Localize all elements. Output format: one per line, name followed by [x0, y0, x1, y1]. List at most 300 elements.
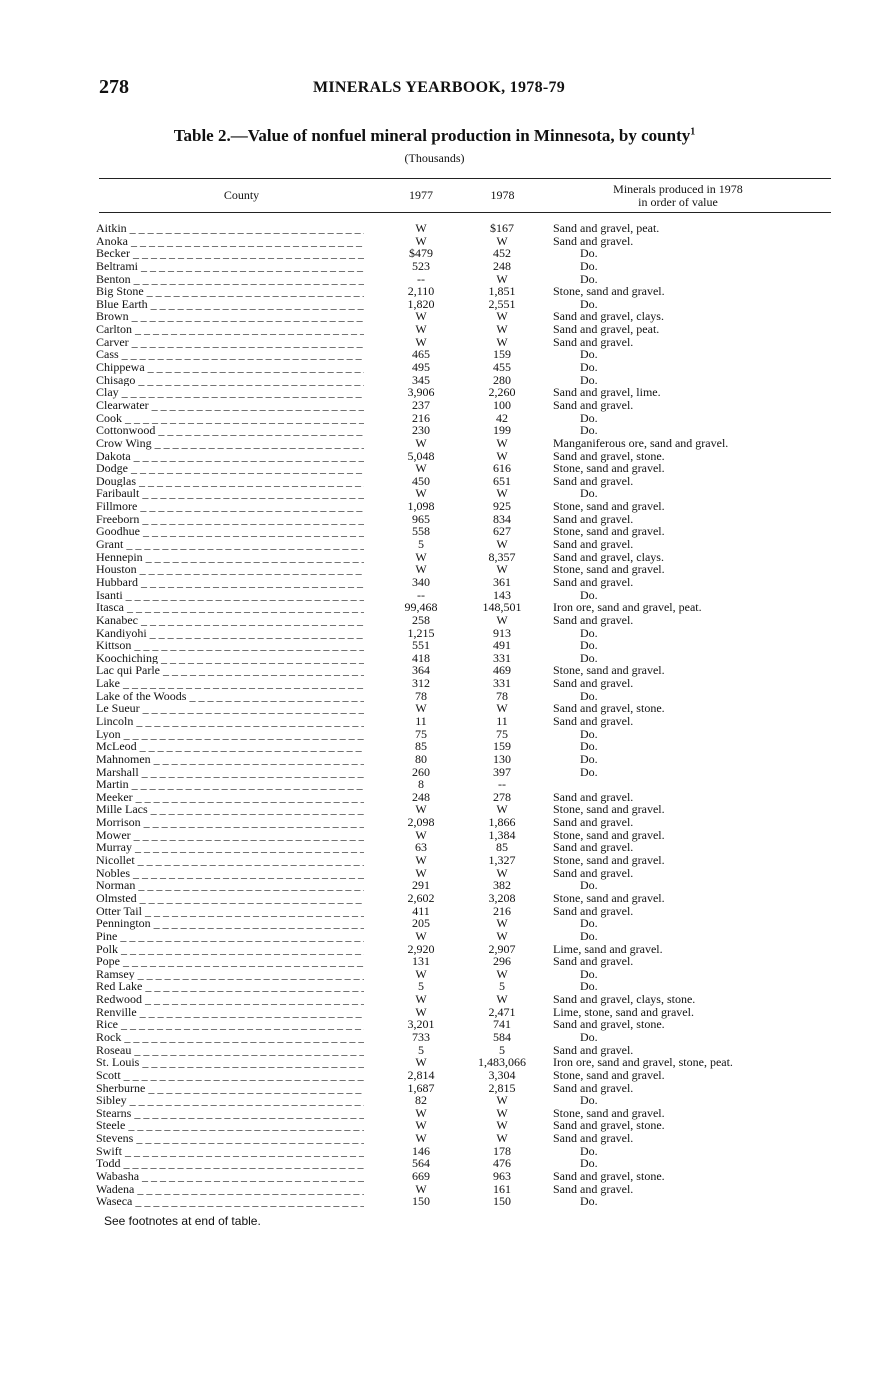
- value-1977-cell: 733: [412, 1030, 430, 1044]
- county-cell: Nicollet _ _ _: [96, 854, 364, 867]
- value-1978-cell: W: [496, 233, 508, 248]
- minerals-cell: Do.: [580, 1156, 598, 1171]
- minerals-cell: Do.: [580, 271, 598, 286]
- minerals-cell: Sand and gravel.: [553, 815, 634, 830]
- minerals-cell: Do.: [580, 739, 598, 754]
- value-1977-cell: W: [415, 233, 427, 248]
- table-row: [0, 601, 869, 614]
- value-1977-cell: 465: [412, 347, 430, 362]
- table-row: [0, 943, 869, 956]
- value-1978-cell: W: [496, 966, 508, 981]
- value-1978-cell: W: [496, 916, 508, 931]
- minerals-cell: Sand and gravel.: [553, 397, 634, 412]
- county-cell: Stearns _ _ _: [96, 1107, 364, 1120]
- value-1977-cell: 2,602: [407, 890, 435, 905]
- table-row: [0, 879, 869, 892]
- minerals-cell: Sand and gravel.: [553, 1080, 634, 1095]
- minerals-cell: Sand and gravel, clays.: [553, 309, 664, 324]
- minerals-cell: Sand and gravel.: [553, 903, 634, 918]
- value-1977-cell: W: [415, 928, 427, 943]
- value-1977-cell: W: [415, 1181, 427, 1196]
- minerals-cell: Do.: [580, 966, 598, 981]
- minerals-cell: Stone, sand and gravel.: [553, 663, 665, 678]
- value-1978-cell: W: [496, 334, 508, 349]
- value-1977-cell: W: [415, 334, 427, 349]
- value-1978-cell: 8,357: [488, 549, 516, 564]
- value-1977-cell: W: [415, 562, 427, 577]
- county-cell: Clay _ _ _: [96, 386, 364, 399]
- minerals-cell: Sand and gravel, stone.: [553, 1118, 665, 1133]
- minerals-cell: Do.: [580, 360, 598, 375]
- table-row: [0, 841, 869, 854]
- county-cell: Carlton _ _ _: [96, 323, 364, 336]
- value-1978-cell: W: [496, 865, 508, 880]
- county-cell: Lake of the Woods _ _ _: [96, 690, 364, 703]
- county-cell: Marshall _ _ _: [96, 766, 364, 779]
- value-1977-cell: 3,906: [407, 385, 435, 400]
- minerals-cell: Stone, sand and gravel.: [553, 802, 665, 817]
- value-1977-cell: 2,110: [407, 284, 435, 299]
- county-cell: Waseca _ _ _: [96, 1195, 364, 1208]
- minerals-cell: Do.: [580, 650, 598, 665]
- county-cell: Olmsted _ _ _: [96, 892, 364, 905]
- county-cell: Swift _ _ _: [96, 1145, 364, 1158]
- county-cell: Todd _ _ _: [96, 1157, 364, 1170]
- value-1977-cell: W: [415, 802, 427, 817]
- value-1977-cell: 2,920: [407, 941, 435, 956]
- value-1977-cell: 78: [415, 688, 427, 703]
- table-row: [0, 235, 869, 248]
- county-cell: Chippewa _ _ _: [96, 361, 364, 374]
- value-1978-cell: 834: [493, 511, 511, 526]
- county-cell: Le Sueur _ _ _: [96, 702, 364, 715]
- table-units: (Thousands): [404, 151, 465, 165]
- value-1978-cell: 2,815: [488, 1080, 516, 1095]
- value-1977-cell: 2,814: [407, 1067, 435, 1082]
- minerals-cell: Sand and gravel.: [553, 1181, 634, 1196]
- table-row: [0, 424, 869, 437]
- minerals-cell: Sand and gravel, peat.: [553, 221, 660, 235]
- value-1977-cell: 5: [418, 1042, 424, 1057]
- county-cell: Lac qui Parle _ _ _: [96, 664, 364, 677]
- table-row: [0, 1044, 869, 1057]
- value-1977-cell: W: [415, 865, 427, 880]
- table-row: [0, 462, 869, 475]
- minerals-cell: Sand and gravel.: [553, 954, 634, 969]
- value-1977-cell: W: [415, 1131, 427, 1146]
- value-1977-cell: 450: [412, 473, 430, 488]
- value-1978-cell: 331: [493, 676, 511, 691]
- value-1978-cell: 199: [493, 423, 511, 438]
- value-1978-cell: 382: [493, 878, 511, 893]
- value-1977-cell: W: [415, 1004, 427, 1019]
- table-row: [0, 285, 869, 298]
- value-1977-cell: 364: [412, 663, 430, 678]
- minerals-cell: Sand and gravel, stone.: [553, 448, 665, 463]
- minerals-cell: Do.: [580, 587, 598, 602]
- value-1977-cell: W: [415, 853, 427, 868]
- value-1978-cell: W: [496, 322, 508, 337]
- minerals-cell: Do.: [580, 1030, 598, 1044]
- table-row: [0, 803, 869, 816]
- minerals-cell: Stone, sand and gravel.: [553, 461, 665, 476]
- minerals-cell: Do.: [580, 372, 598, 387]
- minerals-cell: Sand and gravel, stone.: [553, 1169, 665, 1184]
- value-1978-cell: 159: [493, 347, 511, 362]
- table-row: [0, 336, 869, 349]
- value-1978-cell: 5: [499, 1042, 505, 1057]
- value-1978-cell: 3,208: [488, 890, 516, 905]
- footnote: See footnotes at end of table.: [104, 1214, 261, 1228]
- minerals-cell: Sand and gravel.: [553, 537, 634, 552]
- county-cell: Nobles _ _ _: [96, 867, 364, 880]
- value-1978-cell: 143: [493, 587, 511, 602]
- table-row: [0, 386, 869, 399]
- minerals-cell: Stone, sand and gravel.: [553, 1105, 665, 1120]
- value-1978-cell: 159: [493, 739, 511, 754]
- table-row: [0, 412, 869, 425]
- county-cell: Polk _ _ _: [96, 943, 364, 956]
- county-cell: Carver _ _ _: [96, 336, 364, 349]
- value-1978-cell: W: [496, 486, 508, 501]
- value-1978-cell: W: [496, 562, 508, 577]
- minerals-cell: Iron ore, sand and gravel, peat.: [553, 600, 702, 615]
- county-cell: Cass _ _ _: [96, 348, 364, 361]
- value-1978-cell: 651: [493, 473, 511, 488]
- table-row: [0, 905, 869, 918]
- county-cell: Brown _ _ _: [96, 310, 364, 323]
- value-1977-cell: 75: [415, 726, 427, 741]
- county-cell: Fillmore _ _ _: [96, 500, 364, 513]
- value-1977-cell: 5: [418, 979, 424, 994]
- value-1977-cell: W: [415, 966, 427, 981]
- value-1977-cell: 205: [412, 916, 430, 931]
- table-row: [0, 260, 869, 273]
- minerals-cell: Sand and gravel.: [553, 233, 634, 248]
- table-row: [0, 1082, 869, 1095]
- value-1977-cell: 11: [415, 713, 427, 728]
- county-cell: Hennepin _ _ _: [96, 551, 364, 564]
- county-cell: Douglas _ _ _: [96, 475, 364, 488]
- value-1978-cell: $167: [490, 221, 514, 235]
- county-cell: Rice _ _ _: [96, 1018, 364, 1031]
- table-title: [0, 126, 869, 146]
- value-1978-cell: 248: [493, 258, 511, 273]
- value-1978-cell: 5: [499, 979, 505, 994]
- value-1978-cell: W: [496, 448, 508, 463]
- value-1977-cell: 411: [412, 903, 430, 918]
- county-cell: Martin _ _ _: [96, 778, 364, 791]
- minerals-cell: Stone, sand and gravel.: [553, 853, 665, 868]
- minerals-cell: Do.: [580, 751, 598, 766]
- value-1977-cell: W: [415, 1118, 427, 1133]
- county-cell: Stevens _ _ _: [96, 1132, 364, 1145]
- value-1978-cell: 476: [493, 1156, 511, 1171]
- table-row: [0, 968, 869, 981]
- table-row: [0, 993, 869, 1006]
- value-1978-cell: 1,483,066: [478, 1055, 526, 1070]
- county-cell: Mahnomen _ _ _: [96, 753, 364, 766]
- table-row: [0, 538, 869, 551]
- value-1977-cell: 80: [415, 751, 427, 766]
- table-row: [0, 1119, 869, 1132]
- value-1978-cell: 627: [493, 524, 511, 539]
- minerals-cell: Sand and gravel.: [553, 1131, 634, 1146]
- minerals-cell: Sand and gravel, clays.: [553, 549, 664, 564]
- table-row: [0, 715, 869, 728]
- value-1978-cell: W: [496, 271, 508, 286]
- minerals-cell: Do.: [580, 486, 598, 501]
- value-1978-cell: 1,851: [488, 284, 516, 299]
- value-1977-cell: 3,201: [407, 1017, 435, 1032]
- value-1978-cell: 178: [493, 1143, 511, 1158]
- county-cell: Dakota _ _ _: [96, 450, 364, 463]
- county-cell: Redwood _ _ _: [96, 993, 364, 1006]
- value-1977-cell: W: [415, 309, 427, 324]
- value-1978-cell: W: [496, 435, 508, 450]
- minerals-cell: Do.: [580, 764, 598, 779]
- county-cell: Cook _ _ _: [96, 412, 364, 425]
- table-row: [0, 778, 869, 791]
- value-1978-cell: 280: [493, 372, 511, 387]
- table-title-text: Table 2.—Value of nonfuel mineral production in Minnesota, by county: [173, 126, 691, 145]
- value-1978-cell: 150: [493, 1194, 511, 1209]
- county-cell: Isanti _ _ _: [96, 589, 364, 602]
- minerals-cell: Sand and gravel, peat.: [553, 322, 660, 337]
- minerals-cell: Do.: [580, 878, 598, 893]
- minerals-cell: Sand and gravel.: [553, 840, 634, 855]
- value-1977-cell: 523: [412, 258, 430, 273]
- county-cell: Ramsey _ _ _: [96, 968, 364, 981]
- minerals-cell: Stone, sand and gravel.: [553, 499, 665, 514]
- table-row: [0, 374, 869, 387]
- header-minerals-line2: in order of value: [638, 194, 718, 209]
- minerals-cell: Stone, sand and gravel.: [553, 562, 665, 577]
- value-1978-cell: 925: [493, 499, 511, 514]
- value-1978-cell: 78: [496, 688, 508, 703]
- table-row: [0, 627, 869, 640]
- table-row: [0, 222, 869, 235]
- value-1977-cell: 237: [412, 397, 430, 412]
- county-cell: Clearwater _ _ _: [96, 399, 364, 412]
- table-row: [0, 816, 869, 829]
- table-row: [0, 1031, 869, 1044]
- county-cell: Lincoln _ _ _: [96, 715, 364, 728]
- minerals-cell: Sand and gravel.: [553, 334, 634, 349]
- value-1978-cell: W: [496, 992, 508, 1007]
- county-cell: Red Lake _ _ _: [96, 980, 364, 993]
- header-minerals: [548, 179, 808, 212]
- county-cell: Mower _ _ _: [96, 829, 364, 842]
- county-cell: Goodhue _ _ _: [96, 525, 364, 538]
- value-1977-cell: 1,687: [407, 1080, 435, 1095]
- county-cell: Chisago _ _ _: [96, 374, 364, 387]
- value-1977-cell: 312: [412, 676, 430, 691]
- header-1978: 1978: [490, 188, 515, 202]
- table-row: [0, 980, 869, 993]
- value-1978-cell: 741: [493, 1017, 511, 1032]
- county-cell: Lyon _ _ _: [96, 728, 364, 741]
- minerals-cell: Sand and gravel.: [553, 1042, 634, 1057]
- value-1977-cell: W: [415, 549, 427, 564]
- county-cell: McLeod _ _ _: [96, 740, 364, 753]
- minerals-cell: Do.: [580, 726, 598, 741]
- county-cell: Wabasha _ _ _: [96, 1170, 364, 1183]
- county-cell: Scott _ _ _: [96, 1069, 364, 1082]
- value-1977-cell: 248: [412, 789, 430, 804]
- value-1977-cell: W: [415, 322, 427, 337]
- minerals-cell: Do.: [580, 347, 598, 362]
- table-row: [0, 500, 869, 513]
- county-cell: Itasca _ _ _: [96, 601, 364, 614]
- county-cell: Roseau _ _ _: [96, 1044, 364, 1057]
- value-1977-cell: $479: [409, 246, 433, 261]
- value-1977-cell: W: [415, 486, 427, 501]
- table-row: [0, 551, 869, 564]
- value-1978-cell: W: [496, 1131, 508, 1146]
- county-cell: Wadena _ _ _: [96, 1183, 364, 1196]
- minerals-cell: Do.: [580, 246, 598, 261]
- value-1977-cell: 216: [412, 410, 430, 425]
- table-row: [0, 361, 869, 374]
- county-cell: Cottonwood _ _ _: [96, 424, 364, 437]
- table-row: [0, 766, 869, 779]
- value-1978-cell: 397: [493, 764, 511, 779]
- county-cell: Anoka _ _ _: [96, 235, 364, 248]
- value-1977-cell: 564: [412, 1156, 430, 1171]
- table-row: [0, 450, 869, 463]
- header-rule-bottom: [99, 212, 831, 213]
- table-row: [0, 753, 869, 766]
- minerals-cell: Sand and gravel, lime.: [553, 385, 661, 400]
- minerals-cell: Do.: [580, 916, 598, 931]
- value-1977-cell: 345: [412, 372, 430, 387]
- value-1978-cell: W: [496, 309, 508, 324]
- county-cell: Mille Lacs _ _ _: [96, 803, 364, 816]
- value-1978-cell: 1,384: [488, 827, 516, 842]
- county-cell: Sibley _ _ _: [96, 1094, 364, 1107]
- table-row: [0, 487, 869, 500]
- value-1977-cell: 85: [415, 739, 427, 754]
- minerals-cell: Do.: [580, 625, 598, 640]
- minerals-cell: Stone, sand and gravel.: [553, 890, 665, 905]
- table-row: [0, 614, 869, 627]
- table-row: [0, 955, 869, 968]
- table-row: [0, 867, 869, 880]
- county-cell: Norman _ _ _: [96, 879, 364, 892]
- value-1978-cell: 469: [493, 663, 511, 678]
- value-1978-cell: 491: [493, 638, 511, 653]
- table-row: [0, 1107, 869, 1120]
- value-1978-cell: W: [496, 1118, 508, 1133]
- value-1978-cell: 75: [496, 726, 508, 741]
- county-cell: Kittson _ _ _: [96, 639, 364, 652]
- value-1977-cell: W: [415, 992, 427, 1007]
- value-1977-cell: W: [415, 435, 427, 450]
- table-row: [0, 892, 869, 905]
- value-1977-cell: 1,215: [407, 625, 435, 640]
- county-cell: Crow Wing _ _ _: [96, 437, 364, 450]
- value-1977-cell: 1,098: [407, 499, 435, 514]
- value-1978-cell: 455: [493, 360, 511, 375]
- table-row: [0, 563, 869, 576]
- table-row: [0, 1094, 869, 1107]
- minerals-cell: Do.: [580, 296, 598, 311]
- table-row: [0, 247, 869, 260]
- minerals-cell: Sand and gravel.: [553, 676, 634, 691]
- header-county: County: [223, 188, 260, 202]
- minerals-cell: Lime, stone, sand and gravel.: [553, 1004, 694, 1019]
- value-1978-cell: 278: [493, 789, 511, 804]
- county-cell: Steele _ _ _: [96, 1119, 364, 1132]
- county-cell: Koochiching _ _ _: [96, 652, 364, 665]
- county-cell: Murray _ _ _: [96, 841, 364, 854]
- value-1978-cell: 161: [493, 1181, 511, 1196]
- value-1978-cell: 130: [493, 751, 511, 766]
- minerals-cell: Lime, sand and gravel.: [553, 941, 663, 956]
- table-row: [0, 664, 869, 677]
- page-number: 278: [99, 76, 129, 98]
- value-1978-cell: 2,471: [488, 1004, 516, 1019]
- table-row: [0, 728, 869, 741]
- table-row: [0, 740, 869, 753]
- county-cell: Dodge _ _ _: [96, 462, 364, 475]
- county-cell: Pope _ _ _: [96, 955, 364, 968]
- minerals-cell: Sand and gravel.: [553, 789, 634, 804]
- county-cell: Renville _ _ _: [96, 1006, 364, 1019]
- value-1978-cell: 616: [493, 461, 511, 476]
- table-row: [0, 437, 869, 450]
- value-1977-cell: 1,820: [407, 296, 435, 311]
- value-1977-cell: 418: [412, 650, 430, 665]
- table-row: [0, 310, 869, 323]
- table-row: [0, 1157, 869, 1170]
- minerals-cell: Stone, sand and gravel.: [553, 1067, 665, 1082]
- minerals-cell: Do.: [580, 638, 598, 653]
- value-1977-cell: 5: [418, 537, 424, 552]
- table-row: [0, 1006, 869, 1019]
- table-body: [0, 222, 869, 1208]
- table-row: [0, 702, 869, 715]
- table-row: [0, 1018, 869, 1031]
- value-1978-cell: W: [496, 928, 508, 943]
- value-1978-cell: 452: [493, 246, 511, 261]
- value-1978-cell: W: [496, 701, 508, 716]
- value-1977-cell: 146: [412, 1143, 430, 1158]
- county-cell: Freeborn _ _ _: [96, 513, 364, 526]
- county-cell: Faribault _ _ _: [96, 487, 364, 500]
- county-cell: St. Louis _ _ _: [96, 1056, 364, 1069]
- value-1977-cell: W: [415, 827, 427, 842]
- county-cell: Aitkin _ _ _: [96, 222, 364, 235]
- table-row: [0, 829, 869, 842]
- value-1978-cell: W: [496, 1105, 508, 1120]
- value-1977-cell: 495: [412, 360, 430, 375]
- county-cell: Rock _ _ _: [96, 1031, 364, 1044]
- value-1978-cell: 296: [493, 954, 511, 969]
- value-1977-cell: 99,468: [404, 600, 438, 615]
- value-1977-cell: 5,048: [407, 448, 435, 463]
- value-1978-cell: W: [496, 537, 508, 552]
- county-cell: Blue Earth _ _ _: [96, 298, 364, 311]
- value-1978-cell: 216: [493, 903, 511, 918]
- county-cell: Grant _ _ _: [96, 538, 364, 551]
- county-cell: Kandiyohi _ _ _: [96, 627, 364, 640]
- value-1977-cell: 551: [412, 638, 430, 653]
- table-row: [0, 323, 869, 336]
- minerals-cell: Do.: [580, 410, 598, 425]
- county-cell: Hubbard _ _ _: [96, 576, 364, 589]
